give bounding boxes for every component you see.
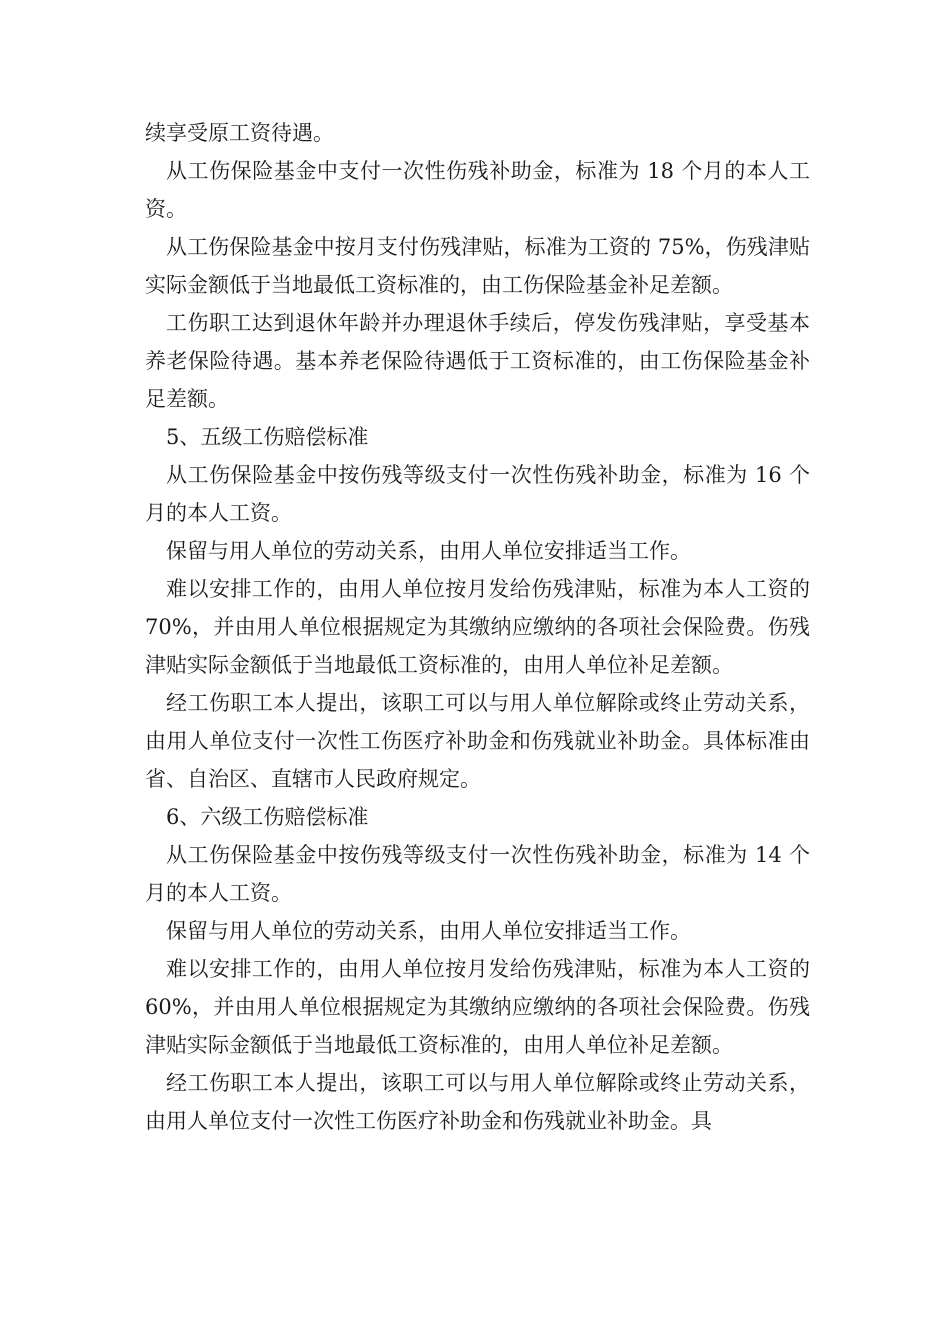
paragraph: 从工伤保险基金中按伤残等级支付一次性伤残补助金，标准为 16 个月的本人工资。: [145, 463, 810, 525]
paragraph-continuation: 续享受原工资待遇。: [145, 121, 334, 145]
paragraph: 从工伤保险基金中支付一次性伤残补助金，标准为 18 个月的本人工资。: [145, 159, 810, 221]
section-heading-level-5: 5、五级工伤赔偿标准: [166, 425, 369, 449]
paragraph: 工伤职工达到退休年龄并办理退休手续后，停发伤残津贴，享受基本养老保险待遇。基本养老保险待遇低于工资标准的，由工伤保险基金补足差额。: [145, 311, 810, 411]
paragraph: 保留与用人单位的劳动关系，由用人单位安排适当工作。: [166, 919, 691, 943]
paragraph: 难以安排工作的，由用人单位按月发给伤残津贴，标准为本人工资的 60%，并由用人单位根据规定为其缴纳应缴纳的各项社会保险费。伤残津贴实际金额低于当地最低工资标准的，由用人单位补足差额。: [145, 957, 810, 1057]
section-heading-level-6: 6、六级工伤赔偿标准: [166, 805, 369, 829]
paragraph: 从工伤保险基金中按伤残等级支付一次性伤残补助金，标准为 14 个月的本人工资。: [145, 843, 810, 905]
paragraph: 经工伤职工本人提出，该职工可以与用人单位解除或终止劳动关系，由用人单位支付一次性工伤医疗补助金和伤残就业补助金。具体标准由省、自治区、直辖市人民政府规定。: [145, 691, 810, 791]
document-body: [145, 114, 810, 1140]
paragraph: 难以安排工作的，由用人单位按月发给伤残津贴，标准为本人工资的 70%，并由用人单位根据规定为其缴纳应缴纳的各项社会保险费。伤残津贴实际金额低于当地最低工资标准的，由用人单位补足差额。: [145, 577, 810, 677]
paragraph: 经工伤职工本人提出，该职工可以与用人单位解除或终止劳动关系，由用人单位支付一次性工伤医疗补助金和伤残就业补助金。具: [145, 1071, 810, 1133]
paragraph: 保留与用人单位的劳动关系，由用人单位安排适当工作。: [166, 539, 691, 563]
paragraph: 从工伤保险基金中按月支付伤残津贴，标准为工资的 75%，伤残津贴实际金额低于当地最低工资标准的，由工伤保险基金补足差额。: [145, 235, 810, 297]
